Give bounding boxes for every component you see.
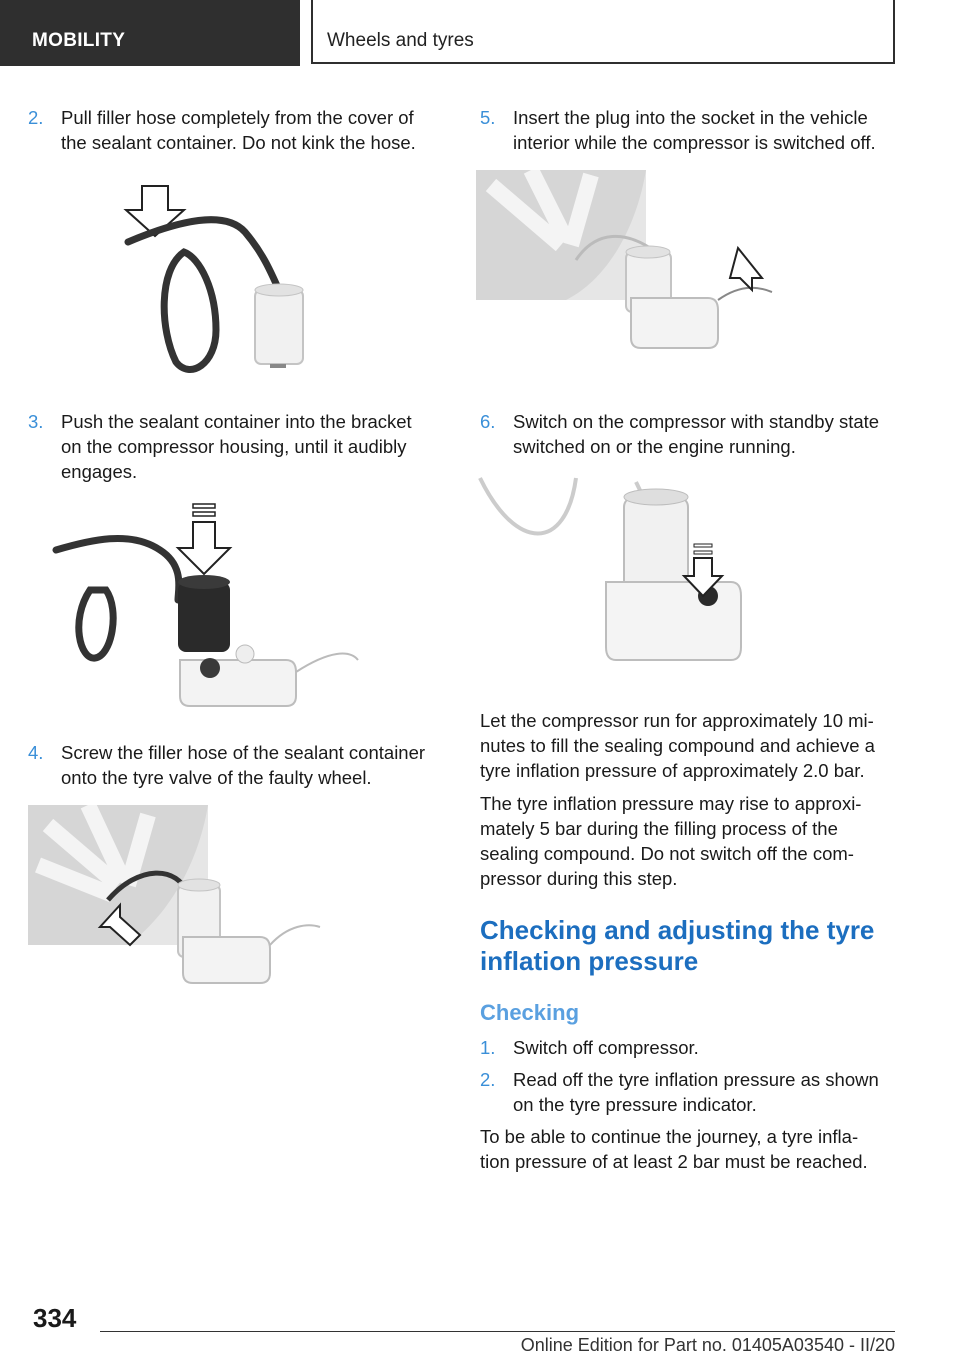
edition-note: Online Edition for Part no. 01405A03540 - II/20 xyxy=(520,1335,895,1355)
paragraph-line: pressor during this step. xyxy=(480,868,678,889)
step-number: 3. xyxy=(28,411,44,432)
heading-line: inflation pressure xyxy=(480,946,699,976)
subsection-heading: Checking xyxy=(480,1000,580,1025)
figure-filler-hose xyxy=(120,180,320,375)
paragraph-run-compressor xyxy=(480,708,900,783)
heading-line: Checking and adjusting the tyre xyxy=(480,915,875,945)
step-text-line: Read off the tyre inflation pressure as shown xyxy=(513,1069,879,1090)
step-text-line: Switch on the compressor with standby state xyxy=(513,411,880,432)
step-text-line: the sealant container. Do not kink the hose. xyxy=(61,132,416,153)
paragraph-line: mately 5 bar during the filling process of the xyxy=(480,818,838,839)
paragraph-continue-journey xyxy=(480,1124,900,1174)
arrow-icon xyxy=(730,248,762,290)
figure-hose-on-valve xyxy=(28,805,328,990)
step-text-line: Switch off compressor. xyxy=(513,1037,699,1058)
step-text-line: on the tyre pressure indicator. xyxy=(513,1094,757,1115)
step-number: 2. xyxy=(480,1069,496,1090)
step-text-line: onto the tyre valve of the faulty wheel. xyxy=(61,767,372,788)
step-text-line: switched on or the engine running. xyxy=(513,436,796,457)
step-number: 2. xyxy=(28,107,44,128)
figure-plug-into-socket xyxy=(476,170,786,355)
right-column xyxy=(460,0,960,1300)
step-number: 6. xyxy=(480,411,496,432)
down-arrow-icon xyxy=(178,504,230,574)
paragraph-line: sealing compound. Do not switch off the com- xyxy=(480,843,854,864)
chapter-title: Wheels and tyres xyxy=(327,30,474,51)
paragraph-pressure-rise xyxy=(480,791,900,891)
step-text-line: Push the sealant container into the bracket xyxy=(61,411,412,432)
step-text-line: engages. xyxy=(61,461,138,482)
section-heading xyxy=(480,915,874,977)
paragraph-line: The tyre inflation pressure may rise to approxi- xyxy=(480,793,862,814)
page-number: 334 xyxy=(33,1303,77,1333)
step-number: 1. xyxy=(480,1037,496,1058)
paragraph-line: tion pressure of at least 2 bar must be reached. xyxy=(480,1151,868,1172)
paragraph-line: tyre inflation pressure of approximately 2.0 bar. xyxy=(480,760,865,781)
paragraph-line: Let the compressor run for approximately 10 mi- xyxy=(480,710,874,731)
step-text-line: Screw the filler hose of the sealant container xyxy=(61,742,426,763)
footer-divider xyxy=(100,1331,895,1332)
left-column xyxy=(0,0,460,1300)
step-text-line: Insert the plug into the socket in the vehicle xyxy=(513,107,868,128)
paragraph-line: To be able to continue the journey, a tyre infla- xyxy=(480,1126,859,1147)
step-number: 5. xyxy=(480,107,496,128)
figure-switch-on-compressor xyxy=(476,472,766,672)
paragraph-line: nutes to fill the sealing compound and achieve a xyxy=(480,735,875,756)
step-number: 4. xyxy=(28,742,44,763)
section-label: MOBILITY xyxy=(32,30,126,51)
step-text-line: on the compressor housing, until it audibly xyxy=(61,436,407,457)
figure-sealant-into-bracket xyxy=(50,500,370,715)
step-text-line: Pull filler hose completely from the cover of xyxy=(61,107,414,128)
step-text-line: interior while the compressor is switched off. xyxy=(513,132,876,153)
